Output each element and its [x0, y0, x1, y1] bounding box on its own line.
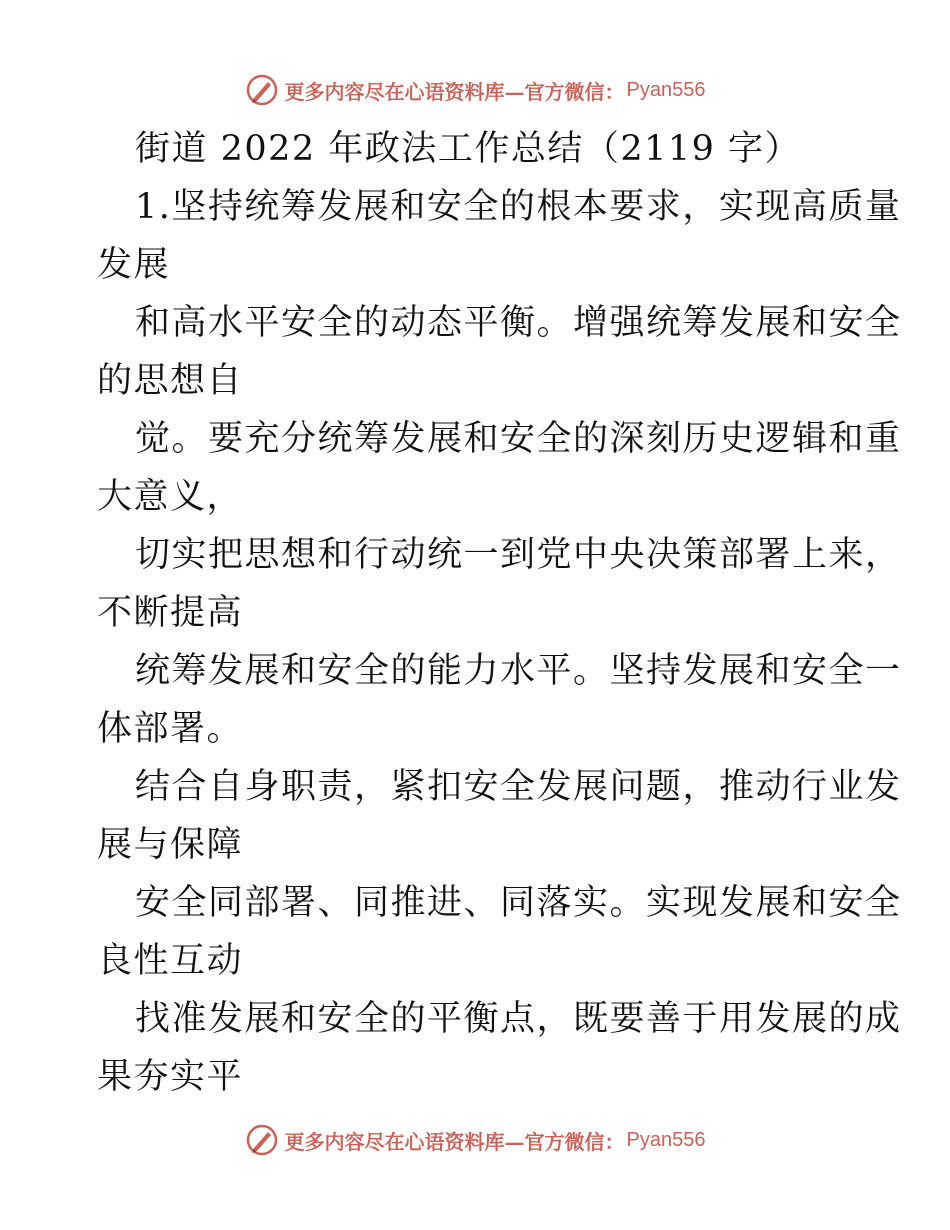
document-body: [97, 120, 902, 1106]
paragraph-line: 和高水平安全的动态平衡。增强统筹发展和安全: [135, 303, 902, 343]
paragraph-line: 发展: [97, 245, 171, 285]
pen-logo-icon: [245, 73, 279, 107]
paragraph-line: 不断提高: [97, 593, 244, 633]
paragraph-line: 良性互动: [97, 941, 244, 981]
paragraph-line: 切实把思想和行动统一到党中央决策部署上来，: [135, 535, 902, 575]
paragraph-line: 觉。要充分统筹发展和安全的深刻历史逻辑和重: [135, 419, 902, 459]
paragraph-line: 的思想自: [97, 361, 244, 401]
paragraph-line: 展与保障: [97, 825, 244, 865]
wechat-id: Pyan556: [626, 78, 706, 101]
wechat-id: Pyan556: [626, 1128, 706, 1151]
paragraph-line: 果夯实平: [97, 1057, 244, 1097]
paragraph-line: 安全同部署、同推进、同落实。实现发展和安全: [135, 883, 902, 923]
paragraph-line: 1.坚持统筹发展和安全的根本要求，实现高质量: [135, 187, 902, 227]
footer-watermark: [0, 1120, 950, 1160]
paragraph-line: 找准发展和安全的平衡点，既要善于用发展的成: [135, 999, 902, 1039]
watermark-text: 更多内容尽在心语资料库—官方微信：: [284, 79, 625, 104]
pen-logo-icon: [245, 1123, 279, 1157]
document-title: 街道 2022 年政法工作总结（2119 字）: [135, 129, 802, 169]
paragraph-line: 结合自身职责，紧扣安全发展问题，推动行业发: [135, 767, 902, 807]
paragraph-line: 体部署。: [97, 709, 244, 749]
header-watermark: [0, 70, 950, 110]
paragraph-line: 统筹发展和安全的能力水平。坚持发展和安全一: [135, 651, 902, 691]
watermark-text: 更多内容尽在心语资料库—官方微信：: [284, 1129, 625, 1154]
paragraph-line: 大意义，: [97, 477, 244, 517]
